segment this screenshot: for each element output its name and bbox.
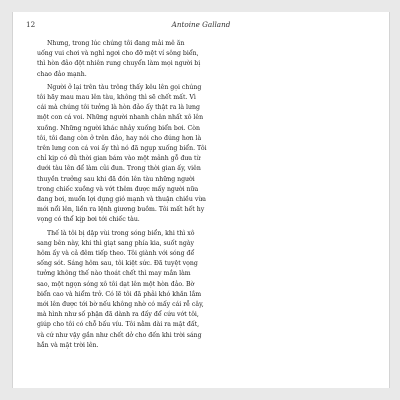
text-line: vọng có thể kịp bơi tới chiếc tàu. (37, 216, 140, 224)
text-line: tôi hãy mau mau lên tàu, không thì sẽ chết mất. Vì (37, 94, 196, 102)
page-body (37, 39, 367, 354)
text-line: sang bên này, khi thì giạt sang phía kia, suốt ngày (37, 239, 195, 247)
text-line: thuyền trưởng sau khi đã đón lên tàu những người (37, 175, 195, 183)
paragraph (37, 83, 367, 226)
text-line: thì hòn đảo đột nhiên rung chuyển làm mọi người bị (37, 60, 201, 68)
page-number: 12 (26, 20, 36, 29)
text-line: tưởng không thế nào thoát chết thì may mắn làm (37, 270, 191, 278)
text-line: Nhưng, trong lúc chúng tôi đang mải mê ăn (47, 40, 185, 47)
text-line: hẳn và mặt trời lên. (37, 341, 99, 349)
text-line: Người ở lại trên tàu trông thấy kêu lên gọi chúng (47, 83, 202, 91)
text-line: xuồng. Những người khác nhảy xuống biển bơi. Còn (37, 124, 200, 132)
text-line: giúp cho tôi có chỗ bấu víu. Tôi nằm dài ra mặt đất, (37, 321, 200, 329)
book-page (12, 12, 390, 388)
running-head: Antoine Galland (171, 20, 231, 29)
text-line: một con cá voi. Những người nhanh chân nhất xô lên (37, 114, 204, 122)
text-line: chỉ kịp có đủ thời gian bám vào một mảnh gỗ đưa từ (37, 155, 201, 163)
text-line: tôi, tôi đang còn ở trên đảo, hay nói cho đúng hơn là (37, 134, 202, 142)
text-line: trên lưng con cá voi ấy thì nó đã ngụp xuống biển. Tôi (37, 145, 207, 153)
text-line: hôm ấy và cả đêm tiếp theo. Tôi giành với sóng để (37, 250, 195, 258)
text-line: sống sót. Sáng hôm sau, tôi kiệt sức. Đã tuyệt vọng (37, 260, 198, 268)
text-line: dưới tàu lên để làm củi đun. Trong thời gian ấy, viên (37, 165, 201, 173)
text-line: mới lên được tới bờ nếu không nhờ có mấy cái rễ cây, (37, 301, 204, 309)
page-header (26, 20, 376, 32)
text-line: và cứ như vậy gần như chết dở cho đến khi trời sáng (37, 331, 202, 339)
text-line: Thế là tôi bị dập vùi trong sóng biển, khi thì xô (47, 229, 195, 237)
text-line: uống vui chơi và nghỉ ngơi cho đỡ mệt ví sông biển, (37, 50, 199, 58)
text-line: mà hình như số phận đã dành ra đấy để cứu vớt tôi, (37, 311, 199, 319)
text-line: sao, một ngọn sóng xô tôi dạt lên một hòn đảo. Bờ (37, 280, 195, 288)
text-line: đang bơi, muốn lợi dụng gió mạnh và thuận chiều vừa (37, 196, 206, 204)
text-line: trong chiếc xuồng và vớt thêm được mấy người nữa (37, 185, 199, 193)
paragraph (37, 229, 367, 351)
text-line: mới nổi lên, liền ra lệnh giương buồm. Tôi mất hết hy (37, 206, 205, 214)
text-line: chao đảo mạnh. (37, 70, 87, 78)
text-line: cái mà chúng tôi tưởng là hòn đảo ấy thật ra là lưng (37, 104, 200, 112)
text-line: biển cao và hiểm trở. Có lẽ tôi đã phải khó khăn lắm (37, 290, 202, 298)
paragraph (37, 39, 367, 80)
